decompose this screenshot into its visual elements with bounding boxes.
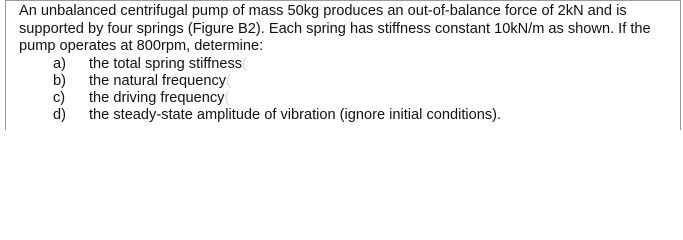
- part-text: [89, 56, 247, 73]
- question-part-a: [19, 56, 680, 73]
- statement-line-3: pump operates at 800rpm, determine:: [19, 38, 264, 54]
- question-part-b: [19, 73, 680, 90]
- part-text-main: the natural frequency: [89, 72, 227, 89]
- question-parts-list: [19, 56, 680, 124]
- problem-statement: [5, 0, 681, 130]
- part-letter: b): [53, 72, 66, 89]
- statement-line-1: An unbalanced centrifugal pump of mass 50kg produces an out-of-balance force of 2kN and is: [19, 3, 627, 19]
- part-text-faint: (: [226, 72, 231, 89]
- question-part-c: [19, 90, 680, 107]
- part-letter: c): [53, 89, 66, 106]
- part-text: [89, 107, 501, 124]
- part-letter: a): [53, 55, 66, 72]
- statement-line-2: supported by four springs (Figure B2). Each spring has stiffness constant 10kN/m as shown. If the: [19, 20, 651, 37]
- part-letter: d): [53, 106, 66, 123]
- part-text-main: the driving frequency: [89, 89, 225, 106]
- part-text-main: the steady-state amplitude of vibration (ignore initial conditions).: [89, 106, 502, 123]
- part-text: [89, 90, 229, 107]
- question-part-d: [19, 107, 680, 124]
- part-text-main: the total spring stiffness: [89, 55, 243, 72]
- part-text-faint: (: [224, 89, 230, 106]
- part-text: [89, 73, 231, 90]
- part-text-faint: (: [242, 55, 247, 72]
